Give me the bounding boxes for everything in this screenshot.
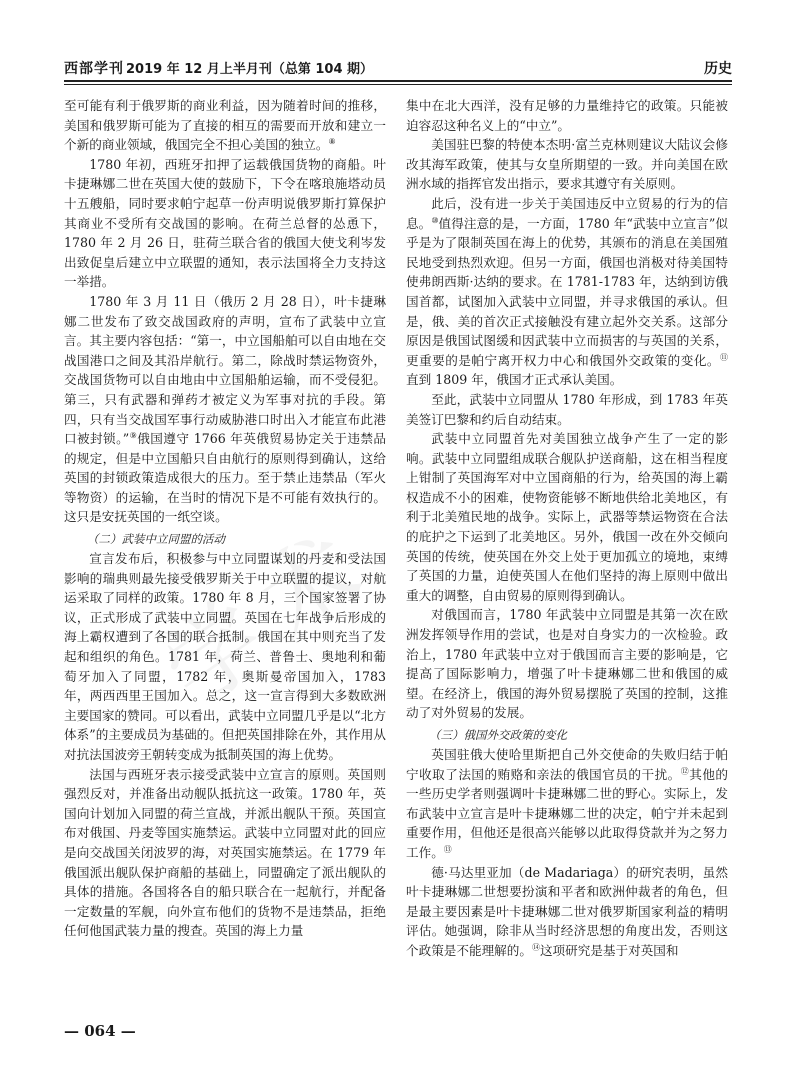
paragraph: 武装中立同盟首先对美国独立战争产生了一定的影响。武装中立同盟组成联合舰队护送商船，这在相当程度上钳制了英国海军对中立国商船的行为，给英国的海上霸权造成不小的困难，使物资能够不断地供给北美地区，有利于北美殖民地的战争。实际上，武器等禁运物资在合法的庇护之下运到了北美地区。另外，俄国一改在外交倾向英国的传统，使英国在外交上处于更加孤立的境地，束缚了英国的力量，迫使英国人在他们坚持的海上原则中做出重大的调整，自由贸易的原则得到确认。 (406, 431, 728, 603)
paragraph: 至可能有利于俄罗斯的商业利益，因为随着时间的推移，美国和俄罗斯可能为了直接的相互的需要而开放和建立一个新的商业领域，俄国完全不担心美国的独立。⑧ (64, 98, 386, 153)
paragraph: 此后，没有进一步关于美国违反中立贸易的行为的信息。⑩值得注意的是，一方面，1780 年“武装中立宣言”似乎是为了限制英国在海上的优势，其颁布的消息在美国殖民地受到热烈欢迎。但另一方面，俄国也消极对待美国特使弗朗西斯·达纳的要求。在 1781-1783 年，达纳到访俄国首都，试图加入武装中立同盟，并寻求俄国的承认。但是，俄、美的首次正式接触没有建立起外交关系。这部分原因是俄国试图缓和因武装中立而损害的与英国的关系，更重要的是帕宁离开权力中心和俄国外交政策的变化。⑪直到 1809 年，俄国才正式承认美国。 (406, 195, 728, 388)
header-rule-thin (64, 84, 732, 85)
paragraph: 1780 年 3 月 11 日（俄历 2 月 28 日），叶卡捷琳娜二世发布了致交战国政府的声明，宣布了武装中立宣言。其主要内容包括：“第一，中立国船舶可以自由地在交战国港口之间及其沿岸航行。第二，除战时禁运物资外，交战国货物可以自由地由中立国船舶运输，而不受侵犯。第三，只有武器和弹药才被定义为军事对抗的手段。第四，只有当交战国军事行动威胁港口时出入才能宣布此港口被封锁。”⑨俄国遵守 1766 年英俄贸易协定关于违禁品的规定，但是中立国船只自由航行的原则得到确认，这给英国的封锁政策造成很大的压力。至于禁止违禁品（军火等物资）的运输，在当时的情况下是不可能有效执行的。这只是安抚英国的一纸空谈。 (64, 293, 386, 525)
left-column (64, 96, 386, 1026)
footnote-marker: ⑭ (531, 942, 540, 952)
paragraph: 至此，武装中立同盟从 1780 年形成，到 1783 年英美签订巴黎和约后自动结束。 (406, 391, 728, 427)
right-column (406, 96, 728, 1026)
subsection-heading: （三）俄国外交政策的变化 (429, 728, 567, 742)
issue-info: 2019 年 12 月上半月刊（总第 104 期） (126, 62, 374, 77)
footnote-marker: ⑪ (720, 352, 728, 362)
header-rule-thick (64, 80, 732, 82)
paragraph: 集中在北大西洋，没有足够的力量维持它的政策。只能被迫容忍这种名义上的“中立”。 (406, 98, 728, 133)
paragraph: 对俄国而言，1780 年武装中立同盟是其第一次在欧洲发挥领导作用的尝试，也是对自身实力的一次检验。政治上，1780 年武装中立对于俄国而言主要的影响是，它提高了国际影响力，增强了叶卡捷琳娜二世和俄国的威望。在经济上，俄国的海外贸易摆脱了英国的控制，这推动了对外贸易的发展。 (406, 607, 728, 721)
paragraph: 法国与西班牙表示接受武装中立宣言的原则。英国则强烈反对，并准备出动舰队抵抗这一政策。1780 年，英国向计划加入同盟的荷兰宣战，并派出舰队干预。英国宣布对俄国、丹麦等国实施禁运。武装中立同盟对此的回应是向交战国关闭波罗的海，对英国实施禁运。在 1779 年俄国派出舰队保护商船的基础上，同盟确定了派出舰队的具体的措施。各国将各自的船只联合在一起航行，并配备一定数量的军舰，向外宣布他们的货物不是违禁品，拒绝任何他国武装力量的搜查。英国的海上力量 (64, 766, 386, 939)
subsection-heading: （二）武装中立同盟的活动 (87, 532, 225, 547)
paragraph: 英国驻俄大使哈里斯把自己外交使命的失败归结于帕宁收取了法国的贿赂和亲法的俄国官员的干扰。⑫其他的一些历史学者则强调叶卡捷琳娜二世的野心。实际上，发布武装中立宣言是叶卡捷琳娜二世的决定，帕宁并未起到重要作用，但他还是很高兴能够以此取得贷款并为之努力工作。⑬ (406, 747, 728, 860)
paragraph: 1780 年初，西班牙扣押了运载俄国货物的商船。叶卡捷琳娜二世在英国大使的鼓励下，下令在喀琅施塔动员十五艘船，同时要求帕宁起草一份声明说俄罗斯打算保护其商业不受所有交战国的影响。在荷兰总督的怂恿下，1780 年 2 月 26 日，驻荷兰联合省的俄国大使戈利岑发出致促皇后建立中立联盟的通知，表示法国将全力支持这一举措。 (64, 156, 386, 290)
paragraph: 宣言发布后，积极参与中立同盟谋划的丹麦和受法国影响的瑞典则最先接受俄罗斯关于中立联盟的提议，对航运采取了同样的政策。1780 年 8 月，三个国家签署了协议，正式形成了武装中立同盟。英国在七年战争后形成的海上霸权遭到了各国的联合抵制。俄国在其中则充当了发起和组织的角色。1781 年，荷兰、普鲁士、奥地利和葡萄牙加入了同盟，1782 年，奥斯曼帝国加入，1783 年，两西西里王国加入。总之，这一宣言得到大多数欧洲主要国家的赞同。可以看出，武装中立同盟几乎是以“北方体系”的主要成员为基础的。但把英国排除在外，其作用从对抗法国波旁王朝转变成为抵制英国的海上优势。 (64, 551, 386, 762)
footnote-marker: ⑩ (431, 215, 439, 225)
journal-title (64, 58, 373, 78)
footnote-marker: ⑧ (328, 137, 336, 146)
journal-logo: 西部学刊 (64, 61, 124, 77)
footnote-marker: ⑨ (129, 430, 138, 440)
section-label: 历史 (704, 61, 732, 77)
footnote-marker: ⑫ (680, 766, 690, 776)
paragraph: 德·马达里亚加（de Madariaga）的研究表明，虽然叶卡捷琳娜二世想要扮演和平者和欧洲仲裁者的角色，但是最主要因素是叶卡捷琳娜二世对俄罗斯国家利益的精明评估。她强调，除非从当时经济思想的角度出发，否则这个政策是不能理解的。⑭这项研究是基于对英国和 (406, 864, 728, 958)
footnote-marker: ⑬ (443, 844, 452, 854)
running-header (64, 50, 732, 84)
paragraph: 美国驻巴黎的特使本杰明·富兰克林则建议大陆议会修改其海军政策，使其与女皇所期望的一致。并向美国在欧洲水域的指挥官发出指示，要求其遵守有关原则。 (406, 137, 728, 192)
page-number: — 064 — (64, 1022, 136, 1040)
